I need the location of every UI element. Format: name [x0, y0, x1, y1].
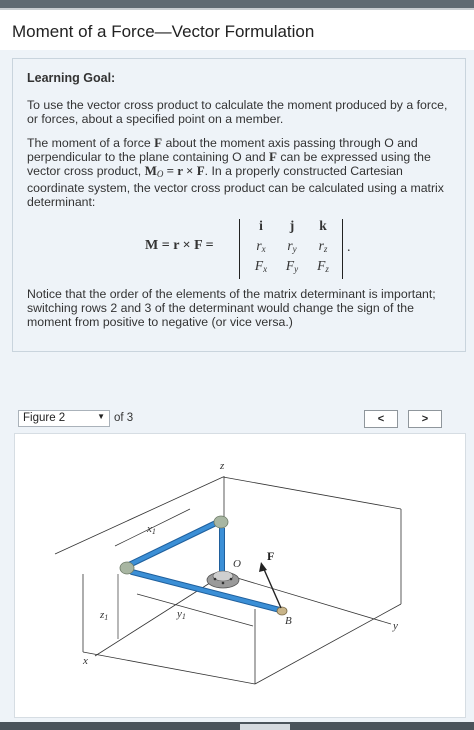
prev-figure-button[interactable]: <: [364, 410, 398, 428]
det-cell-j: j: [289, 218, 295, 233]
label-force: F: [267, 549, 275, 563]
end-cap-b: [277, 607, 287, 615]
pipe-assembly-figure: [15, 434, 465, 717]
elbow-joint: [120, 562, 134, 574]
x-axis: [95, 574, 224, 656]
label-b: B: [285, 615, 292, 627]
label-y1: y1: [177, 608, 186, 621]
det-cell-fz: $F_z$: [317, 258, 329, 274]
pipe-segment-top: [127, 522, 218, 566]
det-cell-rz: $r_z$: [318, 238, 328, 254]
page-title: Moment of a Force—Vector Formulation: [12, 22, 315, 41]
force-arrow: [263, 567, 281, 608]
equation-period: .: [347, 240, 351, 255]
pipe-segment-bottom: [132, 572, 280, 610]
desc-part-c: can be expressed using the vector cross product,: [27, 150, 431, 178]
equation-lhs: M = r × F =: [145, 238, 214, 253]
top-bar-divider: [0, 8, 474, 10]
determinant-note: Notice that the order of the elements of the matrix determinant is important; switching rows 2 and 3 of the determinant would change the sign of the moment from positive to negative (or vice versa.): [27, 287, 436, 329]
cross-product-expr: = r × F: [163, 163, 205, 178]
floor-edge: [83, 652, 255, 684]
label-y: y: [393, 620, 398, 632]
floor-edge: [223, 477, 401, 509]
chevron-down-icon: ▼: [97, 412, 105, 421]
moment-description: [27, 136, 451, 209]
force-symbol: F: [154, 135, 163, 150]
moment-subscript: O: [156, 169, 164, 179]
desc-part-b: about the moment axis passing through O and perpendicular to the plane containing O and: [27, 136, 418, 164]
label-z: z: [220, 460, 225, 472]
learning-goal-text: To use the vector cross product to calculate the moment produced by a force, or forces, about a specified point on a member.: [27, 98, 448, 126]
bolt-icon: [230, 578, 233, 581]
det-cell-ry: $r_y$: [287, 238, 297, 254]
elbow-joint: [214, 516, 228, 528]
next-figure-button[interactable]: >: [408, 410, 442, 428]
figure-select-value: Figure 2: [23, 412, 66, 424]
matrix-determinant: [239, 219, 343, 279]
figure-navigation: [18, 410, 466, 432]
det-cell-fx: $F_x$: [254, 258, 268, 274]
bolt-icon: [214, 578, 217, 581]
label-x1: x1: [147, 523, 156, 536]
desc-part-a: The moment of a force: [27, 136, 155, 150]
bottom-bar: [0, 722, 474, 730]
det-cell-k: k: [319, 218, 327, 233]
floor-edge: [55, 477, 223, 554]
force-arrowhead: [259, 562, 267, 572]
figure-panel: [14, 433, 466, 718]
det-cell-i: i: [259, 218, 263, 233]
top-bar: [0, 0, 474, 8]
force-symbol: F: [269, 149, 277, 164]
label-x: x: [83, 655, 88, 667]
figure-select[interactable]: [18, 410, 110, 427]
bolt-icon: [222, 582, 225, 585]
desc-part-d: . In a properly constructed Cartesian coordinate system, the vector cross product can be calculated using a matrix determinant:: [27, 164, 444, 209]
learning-goal-heading: Learning Goal:: [27, 71, 116, 85]
figure-count: of 3: [114, 412, 134, 424]
moment-symbol: M: [144, 163, 157, 178]
bottom-tab: [240, 724, 290, 730]
determinant-equation: [27, 219, 451, 281]
learning-goal-box: [12, 58, 466, 352]
det-cell-rx: $r_x$: [256, 238, 266, 254]
label-origin: O: [233, 558, 241, 570]
label-z1: z1: [100, 609, 109, 622]
floor-edge: [255, 604, 401, 684]
det-cell-fy: $F_y$: [285, 258, 299, 274]
